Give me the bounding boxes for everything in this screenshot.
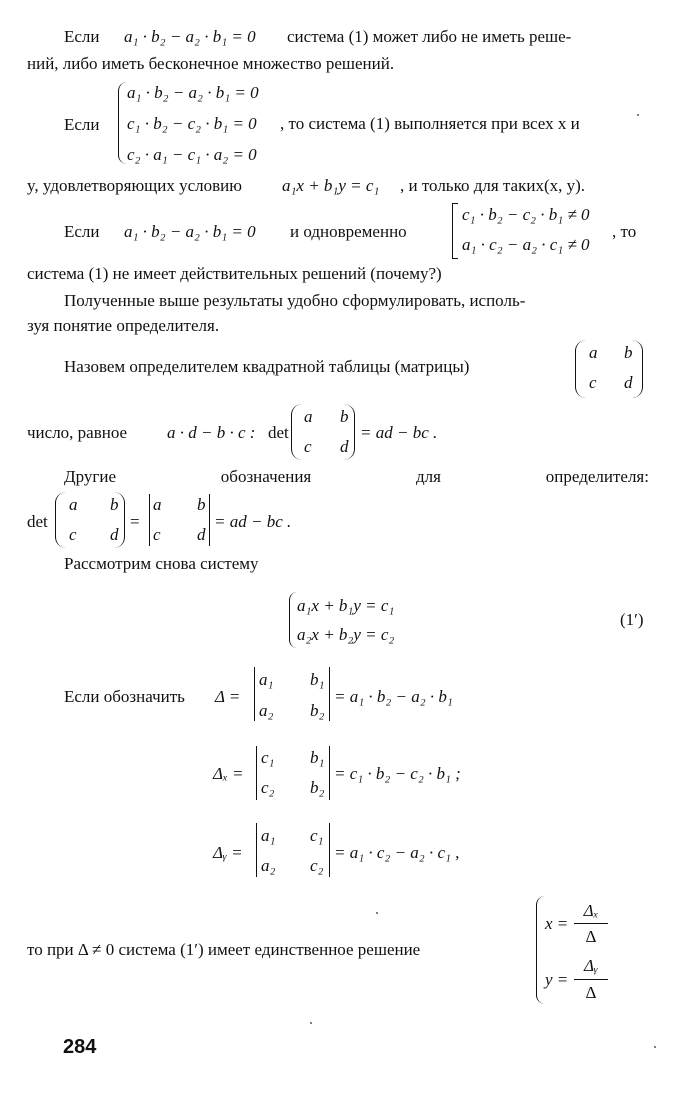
matrix-b: b [624,343,633,362]
p6-word4: определителя: [545,467,649,486]
p6-result: = ad − bc . [214,512,292,531]
det2-left-paren [55,492,66,548]
p2-system-brace [118,82,127,164]
det1-d: d [340,437,349,456]
p3-sys-row2: a₁ · c₂ − a₂ · c₁ ≠ 0 [462,235,590,254]
p1-line1-lead: Если [64,27,100,46]
p3-formula: a₁ · b₂ − a₂ · b₁ = 0 [124,222,256,241]
delta-y-cell-a2: a₂ [261,856,276,875]
scan-speck [310,1022,312,1024]
matrix-right-paren [632,340,643,398]
final-system-brace [536,896,545,1004]
p3-tail: , то [612,222,637,241]
p2-lead: Если [64,115,100,134]
delta-y-bar-left [256,823,257,877]
p1-line1-tail: система (1) может либо не иметь реше- [287,27,572,46]
p2-line2-tail: , и только для таких(x, y). [400,176,586,195]
det1-right-paren [344,404,355,460]
det2-b: b [110,495,119,514]
matrix-a: a [589,343,598,362]
p2-tail: , то система (1) выполняется при всех x и [280,114,580,133]
p3-or-bracket [452,203,458,259]
det1-a: a [304,407,313,426]
delta-cell-a1: a₁ [259,670,274,689]
p6-word3: для [416,467,441,486]
p4-line2: зуя понятие определителя. [27,316,220,335]
p5-text: Назовем определителем квадратной таблицы (матрицы) [64,357,470,376]
det1-left-paren [291,404,302,460]
p2-sys-row2: c₁ · b₂ − c₂ · b₁ = 0 [127,114,257,133]
final-x-numerator: Δₓ [583,901,599,920]
det1-b: b [340,407,349,426]
delta-y-bar-right [329,823,330,877]
det2-bar-left [149,494,150,546]
final-y-label: y = [545,970,569,989]
delta-y-label: Δᵧ = [213,843,243,862]
final-x-label: x = [545,914,569,933]
p3-lead: Если [64,222,100,241]
p5-det-result: = ad − bc . [360,423,438,442]
delta-y-result: = a₁ · c₂ − a₂ · c₁ , [334,843,460,862]
det2-d: d [110,525,119,544]
p6-word2: обозначения [220,467,312,486]
p6-word1: Другие [64,467,116,486]
p2-sys-row3: c₂ · a₁ − c₁ · a₂ = 0 [127,145,257,164]
det2-bar-right [209,494,210,546]
p5-line2-lead: число, равное [27,423,128,442]
p4-line1: Полученные выше результаты удобно сформулировать, исполь- [64,291,526,310]
det2-c: c [69,525,77,544]
matrix-left-paren [575,340,586,398]
delta-x-cell-b1: b₁ [310,748,325,767]
delta-y-cell-c2: c₂ [310,856,324,875]
delta-x-cell-c1: c₁ [261,748,275,767]
p7-equation-label: (1′) [620,610,644,629]
p6-det-label: det [27,512,48,531]
delta-x-result: = c₁ · b₂ − c₂ · b₁ ; [334,764,461,783]
scan-speck [654,1046,656,1048]
delta-result: = a₁ · b₂ − a₂ · b₁ [334,687,453,706]
delta-x-bar-left [256,746,257,800]
final-y-denominator: Δ [585,983,597,1002]
matrix-c: c [589,373,597,392]
det2-a: a [69,495,78,514]
det2-right-paren [114,492,125,548]
final-x-denominator: Δ [585,927,597,946]
final-y-fraction-line [574,979,608,980]
delta-x-bar-right [329,746,330,800]
p7-system-brace [289,592,297,648]
dets-lead: Если обозначить [64,687,185,706]
p2-line2-lead: y, удовлетворяющих условию [27,176,242,195]
p7-sys-row2: a₂x + b₂y = c₂ [297,625,395,644]
delta-y-cell-c1: c₁ [310,826,324,845]
p6-eq: = [130,512,140,531]
delta-cell-b2: b₂ [310,701,325,720]
delta-cell-a2: a₂ [259,701,274,720]
page-number: 284 [63,1036,97,1058]
scan-speck [637,114,639,116]
delta-x-label: Δₓ = [213,764,244,783]
delta-x-cell-b2: b₂ [310,778,325,797]
delta-bar-left [254,667,255,721]
p1-line2: ний, либо иметь бесконечное множество решений. [27,54,395,73]
det3-c: c [153,525,161,544]
p5-det-label: det [268,423,289,442]
det1-c: c [304,437,312,456]
scan-speck [376,912,378,914]
p7-text: Рассмотрим снова систему [64,554,259,573]
det3-d: d [197,525,206,544]
p6-line1 [64,467,649,487]
p2-line2-formula: a₁x + b₁y = c₁ [282,176,380,195]
det3-b: b [197,495,206,514]
p7-sys-row1: a₁x + b₁y = c₁ [297,596,395,615]
delta-x-cell-c2: c₂ [261,778,275,797]
p2-sys-row1: a₁ · b₂ − a₂ · b₁ = 0 [127,83,259,102]
p3-line2: система (1) не имеет действительных решений (почему?) [27,264,442,283]
delta-y-cell-a1: a₁ [261,826,276,845]
delta-bar-right [329,667,330,721]
final-text: то при Δ ≠ 0 система (1′) имеет единственное решение [27,940,421,959]
delta-cell-b1: b₁ [310,670,325,689]
final-x-fraction-line [574,923,608,924]
matrix-d: d [624,373,633,392]
p5-line2-formula: a · d − b · c : [167,423,256,442]
delta-label: Δ = [215,687,241,706]
final-y-numerator: Δᵧ [584,956,598,975]
p3-sys-row1: c₁ · b₂ − c₂ · b₁ ≠ 0 [462,205,590,224]
p1-formula: a₁ · b₂ − a₂ · b₁ = 0 [124,27,256,46]
p3-mid: и одновременно [290,222,407,241]
det3-a: a [153,495,162,514]
